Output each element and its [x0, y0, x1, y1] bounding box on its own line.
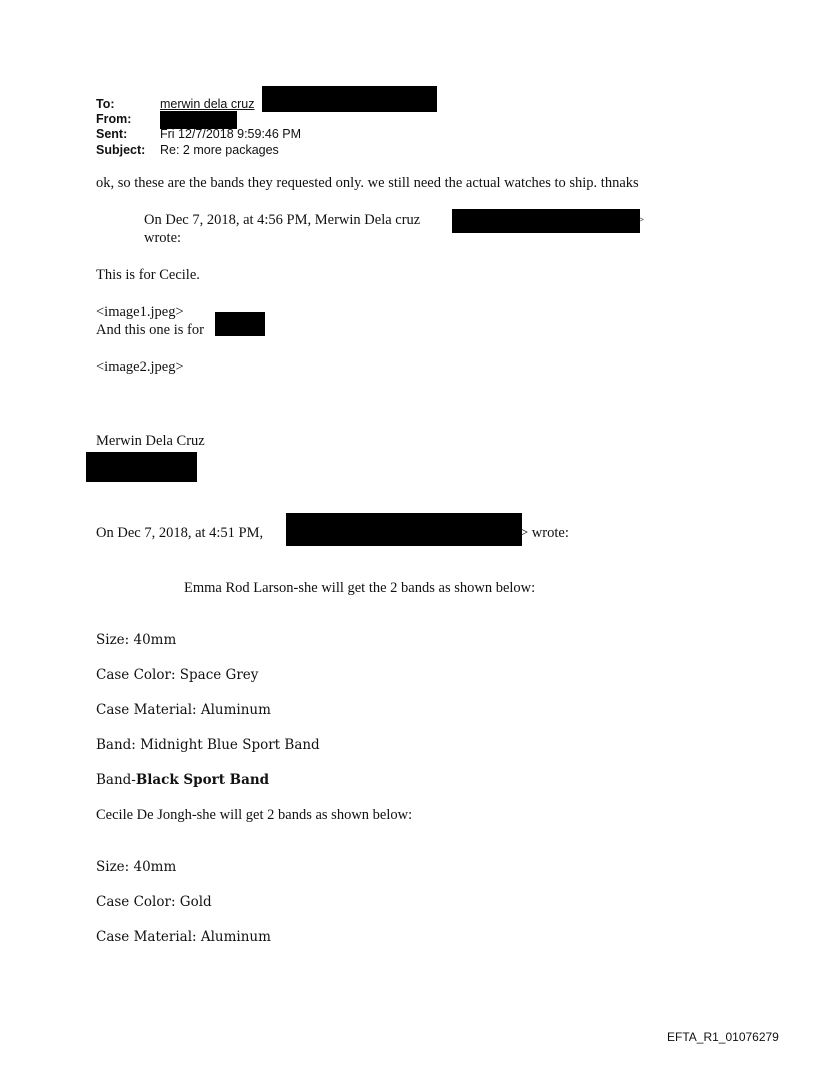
redaction-signature	[86, 452, 197, 482]
emma-band1: Band: Midnight Blue Sport Band	[96, 737, 320, 753]
image2-placeholder: <image2.jpeg>	[96, 359, 184, 375]
subject-label: Subject:	[96, 143, 146, 157]
quote1-attribution: On Dec 7, 2018, at 4:56 PM, Merwin Dela cruz	[144, 212, 421, 228]
emma-band2	[96, 771, 269, 789]
from-label: From:	[96, 112, 132, 126]
sent-label: Sent:	[96, 127, 128, 141]
cecile-size: Size: 40mm	[96, 859, 177, 875]
quote1-attribution-tail: >	[638, 214, 645, 226]
cecile-intro: Cecile De Jongh-she will get 2 bands as shown below:	[96, 807, 413, 823]
quote1-wrote: wrote:	[144, 230, 182, 246]
cecile-case-color: Case Color: Gold	[96, 894, 212, 910]
to-label: To:	[96, 97, 115, 111]
emma-case-color: Case Color: Space Grey	[96, 667, 259, 683]
quote2-suffix: > wrote:	[520, 525, 569, 541]
reply-text: ok, so these are the bands they requested only. we still need the actual watches to ship. thnaks	[96, 175, 639, 191]
image1-placeholder: <image1.jpeg>	[96, 304, 184, 320]
to-value[interactable]: merwin dela cruz	[160, 97, 255, 111]
cecile-case-material: Case Material: Aluminum	[96, 929, 271, 945]
sent-value: Fri 12/7/2018 9:59:46 PM	[160, 127, 302, 141]
emma-band2-bold: Black Sport Band	[135, 772, 270, 788]
emma-size: Size: 40mm	[96, 632, 177, 648]
redaction-quote2-sender	[286, 513, 522, 546]
redaction-to-email	[262, 86, 437, 112]
emma-band2-prefix: Band-	[96, 772, 136, 788]
quote2-prefix: On Dec 7, 2018, at 4:51 PM,	[96, 525, 264, 541]
redaction-recipient-name	[215, 312, 265, 336]
emma-case-material: Case Material: Aluminum	[96, 702, 271, 718]
for-cecile-text: This is for Cecile.	[96, 267, 200, 283]
document-id: EFTA_R1_01076279	[667, 1030, 779, 1044]
subject-value: Re: 2 more packages	[160, 143, 279, 157]
emma-intro: Emma Rod Larson-she will get the 2 bands as shown below:	[184, 580, 536, 596]
redaction-merwin-email	[452, 209, 640, 233]
and-this-one-text: And this one is for	[96, 322, 204, 338]
signature-name: Merwin Dela Cruz	[96, 433, 205, 449]
